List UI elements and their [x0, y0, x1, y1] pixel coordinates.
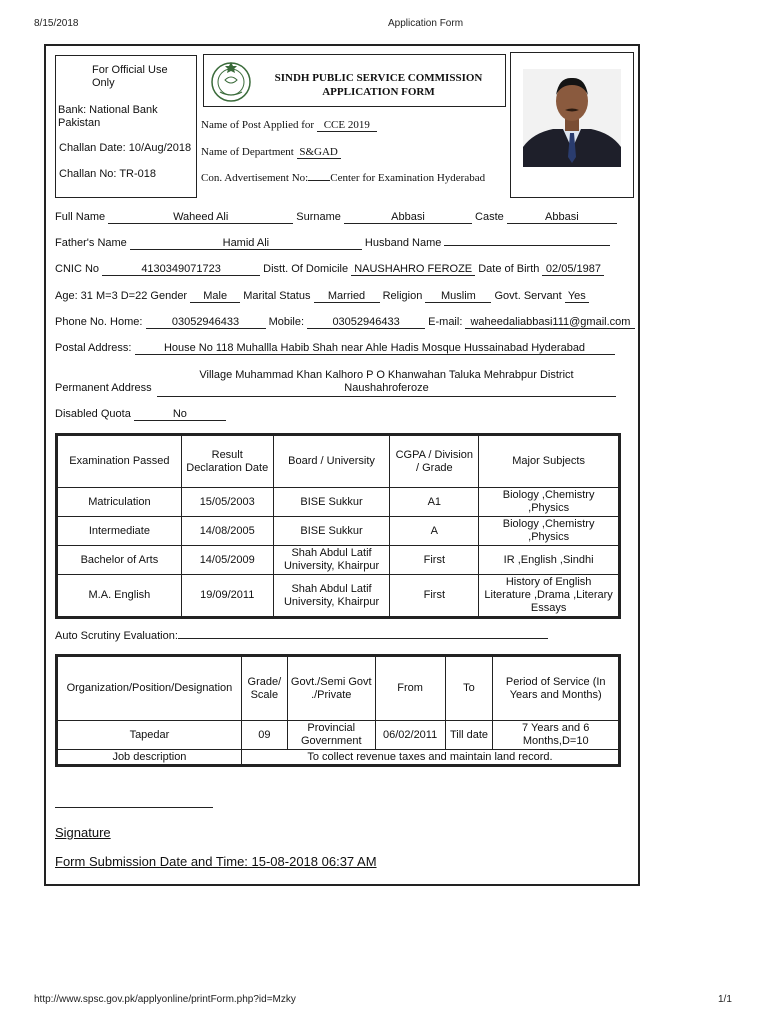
full-name-value: Waheed Ali: [108, 211, 293, 224]
svc-col-org: Organization/Position/Designation: [58, 657, 242, 721]
exam-center: Center for Examination Hyderabad: [330, 172, 486, 184]
gender-label: Gender: [150, 290, 188, 302]
email-value: waheedaliabbasi111@gmail.com: [465, 316, 635, 329]
dob-label: Date of Birth: [478, 263, 540, 275]
print-title: Application Form: [388, 18, 464, 29]
education-table: [57, 435, 619, 617]
domicile-value: NAUSHAHRO FEROZE: [351, 263, 475, 276]
caste-label: Caste: [475, 211, 504, 223]
disabled-quota-label: Disabled Quota: [55, 408, 131, 420]
table-cell: IR ,English ,Sindhi: [479, 546, 619, 575]
job-description-value: To collect revenue taxes and maintain land record.: [241, 750, 618, 765]
permanent-address-line1: Village Muhammad Khan Kalhoro P O Khanwahan Taluka Mehrabpur District: [199, 369, 574, 381]
father-name-label: Father's Name: [55, 237, 127, 249]
disabled-quota-value: No: [134, 408, 226, 421]
table-cell: Shah Abdul Latif University, Khairpur: [273, 575, 390, 617]
bank-text: Bank: National Bank Pakistan: [58, 104, 158, 129]
govt-servant-value: Yes: [565, 290, 589, 303]
full-name-label: Full Name: [55, 211, 106, 223]
gender-value: Male: [190, 290, 240, 303]
table-cell: Till date: [445, 721, 493, 750]
svc-col-from: From: [375, 657, 445, 721]
print-date: 8/15/2018: [34, 18, 79, 29]
caste-value: Abbasi: [507, 211, 617, 224]
print-page-count: 1/1: [718, 994, 732, 1005]
education-header-row: [58, 436, 619, 488]
table-row: [58, 546, 619, 575]
svc-col-grade: Grade/ Scale: [241, 657, 287, 721]
age-text: Age: 31 M=3 D=22: [55, 290, 148, 302]
commission-name: SINDH PUBLIC SERVICE COMMISSION: [274, 72, 483, 84]
scrutiny-label: Auto Scrutiny Evaluation:: [55, 630, 178, 642]
table-cell: 14/08/2005: [181, 517, 273, 546]
table-cell: 09: [241, 721, 287, 750]
official-use-box: [55, 55, 197, 198]
phone-label: Phone No. Home:: [55, 316, 143, 328]
table-cell: 19/09/2011: [181, 575, 273, 617]
table-cell: BISE Sukkur: [273, 488, 390, 517]
permanent-address-value: [157, 369, 616, 397]
dob-value: 02/05/1987: [542, 263, 604, 276]
table-cell: 15/05/2003: [181, 488, 273, 517]
husband-name-value: [444, 245, 610, 246]
form-title: APPLICATION FORM: [322, 86, 435, 98]
email-label: E-mail:: [428, 316, 463, 328]
table-cell: Bachelor of Arts: [58, 546, 182, 575]
table-cell: Shah Abdul Latif University, Khairpur: [273, 546, 390, 575]
table-cell: History of English Literature ,Drama ,Literary Essays: [479, 575, 619, 617]
table-cell: Provincial Government: [287, 721, 375, 750]
table-cell: 7 Years and 6 Months,D=10: [493, 721, 619, 750]
signature-line: [55, 807, 213, 808]
marital-label: Marital Status: [243, 290, 311, 302]
edu-col-board: Board / University: [273, 436, 390, 488]
postal-address-label: Postal Address:: [55, 342, 132, 354]
phone-value: 03052946433: [146, 316, 266, 329]
spsc-logo-icon: [208, 58, 254, 104]
table-cell: A: [390, 517, 479, 546]
scrutiny-value: [178, 638, 548, 639]
table-cell: M.A. English: [58, 575, 182, 617]
table-cell: Intermediate: [58, 517, 182, 546]
table-cell: 06/02/2011: [375, 721, 445, 750]
photo-box: [510, 52, 634, 198]
table-cell: BISE Sukkur: [273, 517, 390, 546]
edu-col-grade: CGPA / Division / Grade: [390, 436, 479, 488]
table-cell: Biology ,Chemistry ,Physics: [479, 488, 619, 517]
signature-label: Signature: [55, 825, 111, 840]
edu-col-date: Result Declaration Date: [181, 436, 273, 488]
job-description-label: Job description: [58, 750, 242, 765]
job-description-row: [58, 750, 619, 765]
table-cell: Matriculation: [58, 488, 182, 517]
table-cell: 14/05/2009: [181, 546, 273, 575]
advertisement-no: [308, 180, 330, 181]
marital-value: Married: [314, 290, 380, 303]
religion-label: Religion: [382, 290, 423, 302]
challan-no: Challan No: TR-018: [59, 168, 157, 180]
table-cell: First: [390, 546, 479, 575]
surname-value: Abbasi: [344, 211, 472, 224]
post-value: CCE 2019: [317, 119, 377, 132]
department-label: Name of Department: [201, 146, 294, 158]
table-row: [58, 575, 619, 617]
svc-col-to: To: [445, 657, 493, 721]
postal-address-value: House No 118 Muhallla Habib Shah near Ahle Hadis Mosque Hussainabad Hyderabad: [135, 342, 615, 355]
commission-header-box: [203, 54, 506, 107]
father-name-value: Hamid Ali: [130, 237, 362, 250]
service-header-row: [58, 657, 619, 721]
table-cell: A1: [390, 488, 479, 517]
mobile-value: 03052946433: [307, 316, 425, 329]
table-row: [58, 488, 619, 517]
table-cell: First: [390, 575, 479, 617]
domicile-label: Distt. Of Domicile: [263, 263, 349, 275]
official-use-title: For Official Use Only: [92, 64, 168, 89]
permanent-address-label: Permanent Address: [55, 382, 152, 394]
religion-value: Muslim: [425, 290, 491, 303]
table-row: [58, 517, 619, 546]
table-row: [58, 721, 619, 750]
cnic-label: CNIC No: [55, 263, 100, 275]
advertisement-label: Con. Advertisement No:: [201, 172, 309, 184]
table-cell: Tapedar: [58, 721, 242, 750]
table-cell: Biology ,Chemistry ,Physics: [479, 517, 619, 546]
post-label: Name of Post Applied for: [201, 119, 315, 131]
edu-col-exam: Examination Passed: [58, 436, 182, 488]
govt-servant-label: Govt. Servant: [494, 290, 562, 302]
mobile-label: Mobile:: [268, 316, 305, 328]
svc-col-type: Govt./Semi Govt ./Private: [287, 657, 375, 721]
cnic-value: 4130349071723: [102, 263, 260, 276]
submission-datetime: Form Submission Date and Time: 15-08-2018 06:37 AM: [55, 854, 377, 869]
challan-date: Challan Date: 10/Aug/2018: [59, 142, 192, 154]
surname-label: Surname: [296, 211, 341, 223]
applicant-photo: [523, 69, 621, 167]
husband-name-label: Husband Name: [364, 237, 442, 249]
print-url: http://www.spsc.gov.pk/applyonline/printForm.php?id=Mzky: [34, 994, 296, 1005]
svc-col-period: Period of Service (In Years and Months): [493, 657, 619, 721]
edu-col-subjects: Major Subjects: [479, 436, 619, 488]
department-value: S&GAD: [297, 146, 341, 159]
permanent-address-line2: Naushahroferoze: [344, 382, 429, 394]
service-table: [57, 656, 619, 765]
